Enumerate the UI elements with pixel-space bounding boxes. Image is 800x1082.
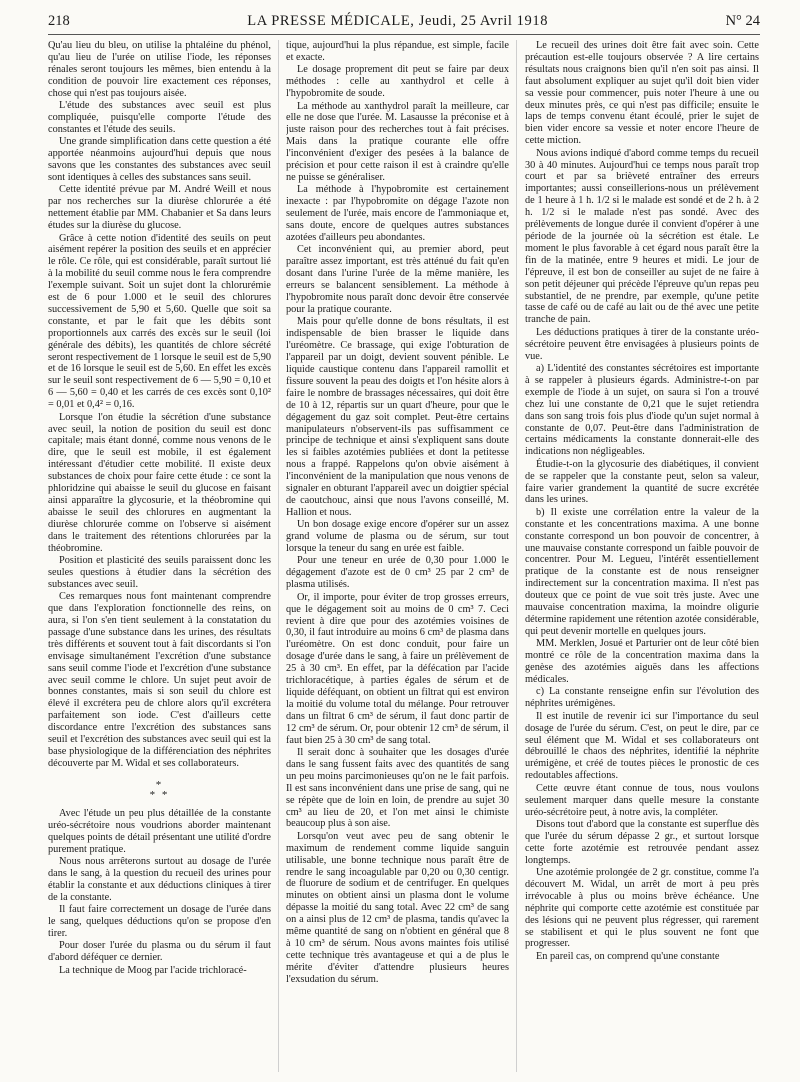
paragraph: Avec l'étude un peu plus détaillée de la constante uréo-sécrétoire nous voudrions aborder maintenant quelques points de détail présentant une utilité d'ordre purement pratique. <box>48 807 271 855</box>
column-divider <box>278 40 279 1072</box>
paragraph: Grâce à cette notion d'identité des seuils on peut aisément repérer la position des seuils et en apprécier le rôle. Ce rôle, qui est considérable, paraît surtout lié à la mobilité du seuil comme nous le fera comprendre l'exemple suivant. Soit un sujet dont la chlorurémie est de 6 pour 1.000 et le seuil des chlorures successivement de 5,90 et 5,60. Quelle que soit sa constante, et par le fait que les débits sont proportionnels aux carrés des excès sur le seuil (loi générale des débits), les quantités de chlore sécrété seront respectivement de 1 lorsque le seuil est de 5,90 et de 16 lorsque le seuil est de 5,60. En effet les excès sur le seuil sont respectivement de 6 — 5,90 = 0,10 et 6 — 5,60 = 0,40 et les carrés de ces excès sont 0,10² = 0,01 et 0,4² = 0,16. <box>48 232 271 411</box>
paragraph: Nous avions indiqué d'abord comme temps du recueil 30 à 40 minutes. Aujourd'hui ce temps nous paraît trop court et par sa brièveté entraîner des erreurs importantes; aussi conseillerions-nous un prélèvement de 1 heure à 1 h. 1/2 si le malade est sondé et de 2 h. à 2 h. 1/2 si le malade n'est pas sondé. Avec des prélèvements de longue durée il convient d'opérer à une période de la journée où la sécrétion est étale. Le moment le plus favorable à cet égard nous paraît être la fin de la matinée, entre 9 heures et midi. Le jour de l'épreuve, il est bon de conseiller au sujet de ne faire à son petit déjeuner qui précède l'épreuve qu'un repas peu substantiel, de ne prendre, par exemple, qu'une petite tasse de café ou de café au lait ou de thé avec une petite tranche de pain. <box>525 147 759 326</box>
paragraph: Position et plasticité des seuils paraissent donc les seules questions à étudier dans la sécrétion des substances avec seuil. <box>48 554 271 590</box>
paragraph: Lorsque l'on étudie la sécrétion d'une substance avec seuil, la notion de position du seuil est donc capitale; mais étant donné, comme nous venons de le dire, que le seuil est mobile, il est également intéressant d'étudier cette mobilité. Il existe deux substances de choix pour faire cette étude : ce sont la phloridzine qui abaisse le seuil du glucose en faisant ainsi apparaître la glycosurie, et la théobromine qui abaisse le seuil des chlorures en augmentant la diurèse chlorurée comme on l'observe si aisément dans le traitement des rétentions chlorurées par la théobromine. <box>48 411 271 554</box>
page-number: 218 <box>48 13 70 29</box>
column-middle <box>286 40 509 1074</box>
paragraph: Cette identité prévue par M. André Weill et nous par nos recherches sur la diurèse chlorurée a été nettement établie par MM. Chabanier et Sa dans leurs études sur la diurèse du glucose. <box>48 184 271 232</box>
paragraph: Ces remarques nous font maintenant comprendre que dans l'exploration fonctionnelle des reins, on aura, si l'on s'en tient seulement à la constatation du passage d'une substance dans les urines, des résultats très différents et souvent tout à fait discordants si l'on envisage simultanément l'excrétion d'une substance sans seuil comme l'iode et l'excrétion d'une substance avec seuil comme le chlore. Un sujet peut avoir de bonnes constantes, mais si son seuil du chlore est élevé il excrétera peu de chlore alors qu'il excrétera parfaitement son iode. C'est d'ailleurs cette discordance entre l'excrétion des substances sans seuil et l'excrétion des substances avec seuil qui est la base physiologique de la différenciation des néphrites découverte par M. Widal et ses collaborateurs. <box>48 591 271 769</box>
paragraph: Un bon dosage exige encore d'opérer sur un assez grand volume de plasma ou de sérum, sur tout lorsque la teneur du sang en urée est faible. <box>286 519 509 555</box>
paragraph: L'étude des substances avec seuil est plus compliquée, puisqu'elle comporte l'étude des constantes et l'étude des seuils. <box>48 100 271 135</box>
journal-title: LA PRESSE MÉDICALE, Jeudi, 25 Avril 1918 <box>247 13 549 29</box>
paragraph: Disons tout d'abord que la constante est superflue dès que l'urée du sérum dépasse 2 gr., et surtout lorsque cette forte azotémie est retrouvée pendant assez longtemps. <box>525 818 759 866</box>
column-right <box>525 40 759 1074</box>
paragraph: tique, aujourd'hui la plus répandue, est simple, facile et exacte. <box>286 40 509 63</box>
issue-number: N° 24 <box>725 13 760 29</box>
paragraph: Nous nous arrêterons surtout au dosage de l'urée dans le sang, à la question du recueil des urines pour établir la constante et aux déductions cliniques à tirer de la constante. <box>48 855 271 903</box>
header-rule <box>48 34 760 35</box>
paragraph: Le dosage proprement dit peut se faire par deux méthodes : celle au xanthydrol et celle à l'hypobromite de soude. <box>286 64 509 100</box>
paragraph: Pour doser l'urée du plasma ou du sérum il faut d'abord déféquer ce dernier. <box>48 940 271 964</box>
paragraph: La technique de Moog par l'acide trichloracé- <box>59 964 247 976</box>
section-separator: * * * <box>149 778 170 801</box>
paragraph: Mais pour qu'elle donne de bons résultats, il est indispensable de bien brasser le liquide dans l'uréomètre. Ce brassage, qui exige l'obturation de l'appareil par un doigt, devient souvent pénible. Le liquide caustique contenu dans l'appareil ramollit et fissure souvent la peau des doigts et l'on hésite alors à faire le nombre de brassages nécessaires, qui doit être de 10 à 12, répartis sur un quart d'heure, pour que le dégagement du gaz soit complet. Peut-être certains manipulateurs n'observent-ils pas suffisamment ce principe de technique et ainsi s'expliquent sans doute les si faibles azotémies publiées et dont la petitesse nous a frappé. Rappelons qu'on obvie aisément à l'inconvénient de la manipulation que nous venons de signaler en obturant l'appareil avec un doigtier spécial de caoutchouc, ainsi que nous l'avons conseillé, M. Hallion et nous. <box>286 316 509 518</box>
paragraph: c) La constante renseigne enfin sur l'évolution des néphrites urémigènes. <box>525 686 759 710</box>
paragraph: La méthode au xanthydrol paraît la meilleure, car elle ne dose que l'urée. M. Lasausse la préconise et à juste raison pour des recherches tout à fait précises. Mais dans la pratique courante elle offre l'inconvénient d'exiger des pesées à la balance de précision et pour cette raison il est à craindre qu'elle ne puisse se généraliser. <box>286 100 509 183</box>
paragraph: Cette œuvre étant connue de tous, nous voulons seulement marquer dans quelle mesure la constante uréo-sécrétoire peut, à notre avis, la compléter. <box>525 782 759 818</box>
column-left <box>48 40 271 1074</box>
paragraph: b) Il existe une corrélation entre la valeur de la constante et les concentrations maxima. A une bonne constante correspond un bon pouvoir de concentrer, à une mauvaise constante correspond un faible pouvoir de concentrer. Pour M. Legueu, l'intérêt essentiellement pratique de la constante est de nous renseigner indirectement sur la concentration maxima. Il n'est pas douteux que ce point de vue soit très juste. Avec une mauvaise concentration maxima, la moindre oligurie détermine rapidement une rétention azotée considérable, qui peut devenir mortelle en quelques jours. <box>525 506 759 637</box>
paragraph: Il faut faire correctement un dosage de l'urée dans le sang, quelques déductions qu'on se propose d'en tirer. <box>48 904 271 939</box>
paragraph: Étudie-t-on la glycosurie des diabétiques, il convient de se rappeler que la constante peut, selon sa valeur, faire varier grandement la quantité de sucre excrétée dans les urines. <box>525 458 759 506</box>
column-divider <box>516 40 517 1072</box>
paragraph: Il serait donc à souhaiter que les dosages d'urée dans le sang fussent faits avec des quantités de sang un peu moins parcimonieuses qu'on ne le fait parfois. Il est sans inconvénient dans une prise de sang, qui ne se répète que de loin en loin, de prendre au sujet 30 cm³ au lieu de 20, et l'on met ainsi le chimiste beaucoup plus à son aise. <box>286 746 509 830</box>
paragraph: La méthode à l'hypobromite est certainement inexacte : par l'hypobromite on dégage l'azote non seulement de l'urée, mais encore de l'ammoniaque et, sans doute, encore de quelques autres substances azotées d'ailleurs peu abondantes. <box>286 184 509 243</box>
paragraph: Il est inutile de revenir ici sur l'importance du seul dosage de l'urée du sérum. C'est, on peut le dire, par ce seul élément que M. Widal et ses collaborateurs ont débrouillé le chaos des néphrites, identifié la néphrite urémigène, et créé de toutes pièces le pronostic de ces redoutables affections. <box>525 710 759 782</box>
paragraph: Le recueil des urines doit être fait avec soin. Cette précaution est-elle toujours observée ? A lire certains résultats nous craignons bien qu'il n'en soit pas ainsi. Il faut absolument expliquer au sujet qu'il doit bien vider sa vessie pour commencer, puis noter l'heure à une ou deux minutes près, ce qui n'est pas difficile; ensuite le laps de temps convenu étant écoulé, prier le sujet de bien vider encore sa vessie et noter encore l'heure de cette miction. <box>525 40 759 147</box>
paragraph: a) L'identité des constantes sécrétoires est importante à se rappeler à plusieurs égards. Administre-t-on par exemple de l'iode à un sujet, on saura si l'on a trouvé chez lui une constante de 0,21 que le sujet retiendra dans son sang trois fois plus d'iode qu'un sujet normal à constante de 0,07. Peut-être dans l'administration de certains médicaments la constante donnerait-elle des indications non négligeables. <box>525 362 759 458</box>
paragraph: Les déductions pratiques à tirer de la constante uréo-sécrétoire peuvent être envisagées à plusieurs points de vue. <box>525 326 759 362</box>
paragraph: Lorsqu'on veut avec peu de sang obtenir le maximum de rendement comme liquide sanguin utilisable, une bonne technique nous paraît être de rendre le sang incoagulable par 0,20 ou 0,30 centigr. de fluorure de sodium et de centrifuger. En quelques minutes on obtient ainsi un plasma dont le volume dépasse la moitié du sang total. Avec 22 cm³ de sang on a ainsi plus de 12 cm³ de plasma, tandis qu'avec la même quantité de sang on n'obtient en général que 8 à 10 cm³ de sérum. Nous avons maintes fois utilisé cette technique très avantageuse et qui a de plus le mérite d'éviter d'attendre plusieurs heures l'exsudation du sérum. <box>286 830 509 985</box>
paragraph: MM. Merklen, Josué et Parturier ont de leur côté bien montré ce rôle de la concentration maxima dans la genèse des azotémies aiguës dans les affections médicales. <box>525 638 759 686</box>
paragraph: Cet inconvénient qui, au premier abord, peut paraître assez important, est très atténué du fait qu'en dosant dans l'urine l'urée de la même manière, les erreurs se balancent sensiblement. La méthode à l'hypobromite nous paraît donc devoir être conservée pour la pratique courante. <box>286 244 509 315</box>
paragraph: Une azotémie prolongée de 2 gr. constitue, comme l'a découvert M. Widal, un arrêt de mort à peu près irrévocable à plus ou moins brève échéance. Une néphrite qui comporte cette azotémie est constituée par des lésions qui ne peuvent plus régresser, qui rarement se stabilisent et qui le plus souvent ne font que progresser. <box>525 867 759 950</box>
paragraph: Pour une teneur en urée de 0,30 pour 1.000 le dégagement d'azote est de 0 cm³ 25 par 2 cm³ de plasma utilisés. <box>286 555 509 591</box>
paragraph: Or, il importe, pour éviter de trop grosses erreurs, que le dégagement soit au moins de 0 cm³ 7. Ceci revient à dire que pour des azotémies voisines de 0,30, il faut introduire au moins 6 cm³ de plasma dans l'uréomètre. On est donc conduit, pour faire un dosage d'urée dans le sang, à faire un prélèvement de 25 à 30 cm³. En effet, par la défécation par l'acide trichloracétique, à parties égales de sérum et de liquide déféquant, on obtient un filtrat qui est environ la moitié du volume total du mélange. Pour retrouver dans un filtrat 6 cm³ de sérum, il faut donc partir de 12 cm³ de sérum. Or, pour obtenir 12 cm³ de sérum, il faut bien 25 à 30 cm³ de sang total. <box>286 591 509 746</box>
paragraph: En pareil cas, on comprend qu'une constante <box>536 950 720 962</box>
paragraph: Qu'au lieu du bleu, on utilise la phtaléine du phénol, qu'au lieu de l'urée on utilise l'iode, les réponses rénales seront toujours les mêmes, bien entendu à la condition de pouvoir lire exactement ces réponses, chose qui n'est pas toujours aisée. <box>48 40 271 99</box>
paragraph: Une grande simplification dans cette question a été apportée néanmoins aujourd'hui depuis que nous savons que les constantes des substances avec seuil sont identiques à celles des substances sans seuil. <box>48 136 271 183</box>
page-header <box>48 13 760 35</box>
